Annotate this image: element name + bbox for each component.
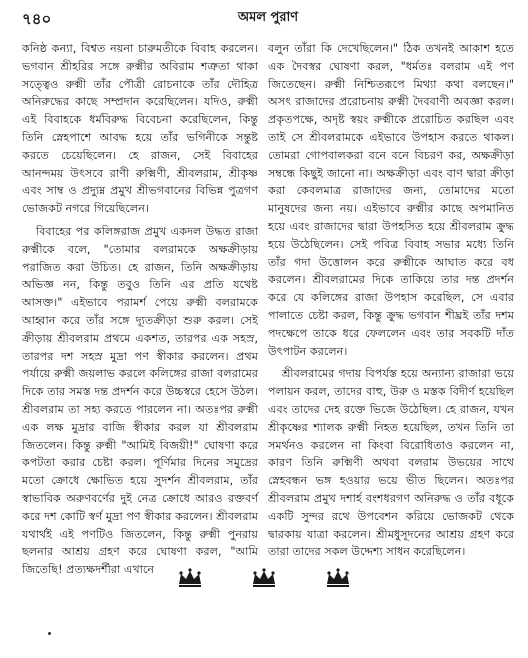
paragraph: বিবাহের পর কলিঙ্গরাজ প্রমুখ একদল উদ্ধত রাজা রুক্মীকে বলে, "তোমার বলরামকে অক্ষক্রীড়ায় পরাজিত করা উচিত। হে রাজন, তিনি অক্ষক্রীড়ায় অভিজ্ঞ নন, কিন্তু তবুও তিনি এর প্রতি যথেষ্ট আসক্ত।" এইভাবে পরামর্শ পেয়ে রুক্মী বলরামকে আহ্বান করে তাঁর সঙ্গে দ্যূতক্রীড়া শুরু করল। সেই ক্রীড়ায় শ্রীবলরাম প্রথমে একশত, তারপর এক সহস্র, তারপর দশ সহস্র মুদ্রা পণ স্বীকার করলেন। প্রথম পর্যায়ে রুক্মী জয়লাভ করলে কলিঙ্গের রাজা বলরামের দিকে তার সমস্ত দন্ত প্রদর্শন করে উচ্চস্বরে হেসে উঠল। শ্রীবলরাম তা সহ্য করতে পারলেন না। অতঃপর রুক্মী এক লক্ষ মুদ্রার বাজি স্বীকার করল যা শ্রীবলরাম জিতলেন। কিন্তু রুক্মী "আমিই বিজয়ী!" ঘোষণা করে কপটতা করার চেষ্টা করল। পূর্ণিমার দিনের সমুদ্রের মতো ক্রোধে ক্ষোভিত হয়ে সুদর্শন শ্রীবলরাম, তাঁর স্বাভাবিক অরুণবর্ণের দুই নেত্র ক্রোধে আরও রক্তবর্ণ করে দশ কোটি স্বর্ণ মুদ্রা পণ স্বীকার করলেন। শ্রীবলরাম যথার্থই এই পণটিও জিতলেন, কিন্তু রুক্মী পুনরায় ছলনার আশ্রয় গ্রহণ করে ঘোষণা করল, "আমি জিতেছি! প্রত্যক্ষদর্শীরা এখানে <box>22 224 258 577</box>
paragraph: শ্রীবলরামের গদায় বিপর্যস্ত হয়ে অন্যান্য রাজারা ভয়ে পলায়ন করল, তাদের বাহু, উরু ও মস্তক বিদীর্ণ হয়েছিল এবং তাদের দেহ রক্তে ভিজে উঠেছিল। হে রাজন, যখন শ্রীকৃষ্ণের শ্যালক রুক্মী নিহত হয়েছিল, তখন তিনি তা সমর্থনও করলেন না কিংবা বিরোধিতাও করলেন না, কারণ তিনি রুক্মিণী অথবা বলরাম উভয়ের সাথে স্নেহবন্ধন ভঙ্গ হওয়ার ভয়ে ভীত ছিলেন। অতঃপর শ্রীবলরাম প্রমুখ দশার্হ বংশধরগণ অনিরুদ্ধ ও তাঁর বধূকে একটি সুন্দর রথে উপবেশন করিয়ে ভোজকট থেকে দ্বারকায় যাত্রা করলেন। শ্রীমধুসূদনের আশ্রয় গ্রহণ করে তারা তাদের সকল উদ্দেশ্য সাধন করেছিলেন। <box>268 367 514 559</box>
scan-speck <box>48 632 51 635</box>
crown-ornament-icon <box>324 568 352 588</box>
section-end-ornaments <box>0 568 528 588</box>
crown-ornament-icon <box>176 568 204 588</box>
page-header <box>22 8 514 32</box>
paragraph: কনিষ্ঠ কন্যা, বিশ্বত নয়না চারুমতীকে বিবাহ করলেন। ভগবান শ্রীহরির সঙ্গে রুক্মীর অবিরাম শত্রুতা থাকা সত্ত্বেও রুক্মী তাঁর পৌত্রী রোচনাকে তাঁর দৌহিত্র অনিরুদ্ধের কাছে সম্প্রদান করেছিলেন। যদিও, রুক্মী এই বিবাহকে ধর্মবিরুদ্ধ বিবেচনা করেছিলেন, কিন্তু তিনি স্নেহপাশে আবদ্ধ হয়ে তাঁর ভগিনীকে সন্তুষ্ট করতে চেয়েছিলেন। হে রাজন, সেই বিবাহের আনন্দময় উৎসবে রাণী রুক্মিণী, শ্রীবলরাম, শ্রীকৃষ্ণ এবং সাম্ব ও প্রদ্যুম্ন প্রমুখ শ্রীভগবানের বিভিন্ন পুত্রগণ ভোজকট নগরে গিয়েছিলেন। <box>22 42 258 216</box>
paragraph: বলুন তাঁরা কি দেখেছিলেন।" ঠিক তখনই আকাশ হতে এক দৈবস্বর ঘোষণা করল, "ধর্মতঃ বলরাম এই পণ জিতেছেন। রুক্মী নিশ্চিতরূপে মিথ্যা কথা বলছেন।" অসৎ রাজাদের প্ররোচনায় রুক্মী দৈববাণী অবজ্ঞা করল। প্রকৃতপক্ষে, অদৃষ্ট স্বয়ং রুক্মীকে প্ররোচিত করছিল এবং তাই সে শ্রীবলরামকে এইভাবে উপহাস করতে থাকল। তোমরা গোপবালকরা বনে বনে বিচরণ কর, অক্ষক্রীড়া সম্বন্ধে কিছুই জানো না। অক্ষক্রীড়া এবং বাণ দ্বারা ক্রীড়া করা কেবলমাত্র রাজাদের জন্য, তোমাদের মতো মানুষদের জন্য নয়। এইভাবে রুক্মীর কাছে অপমানিত হয়ে এবং রাজাদের দ্বারা উপহসিত হয়ে শ্রীবলরাম ক্রুদ্ধ হয়ে উঠেছিলেন। সেই পবিত্র বিবাহ সভার মধ্যে তিনি তাঁর গদা উত্তোলন করে রুক্মীকে আঘাত করে বধ করলেন। শ্রীবলরামের দিকে তাকিয়ে তার দন্ত প্রদর্শন করে যে কলিঙ্গের রাজা উপহাস করেছিল, সে এবার পালাতে চেষ্টা করল, কিন্তু ক্রুদ্ধ ভগবান শীঘ্রই তাঁর দশম পদক্ষেপে তাকে ধরে ফেললেন এবং তার সবকটি দাঁত উৎপাটন করলেন। <box>268 42 514 358</box>
page-number: ৭৪০ <box>22 10 52 28</box>
running-title: অমল পুরাণ <box>237 10 299 25</box>
crown-ornament-icon <box>250 568 278 588</box>
right-column <box>268 40 514 561</box>
left-column <box>22 40 258 579</box>
